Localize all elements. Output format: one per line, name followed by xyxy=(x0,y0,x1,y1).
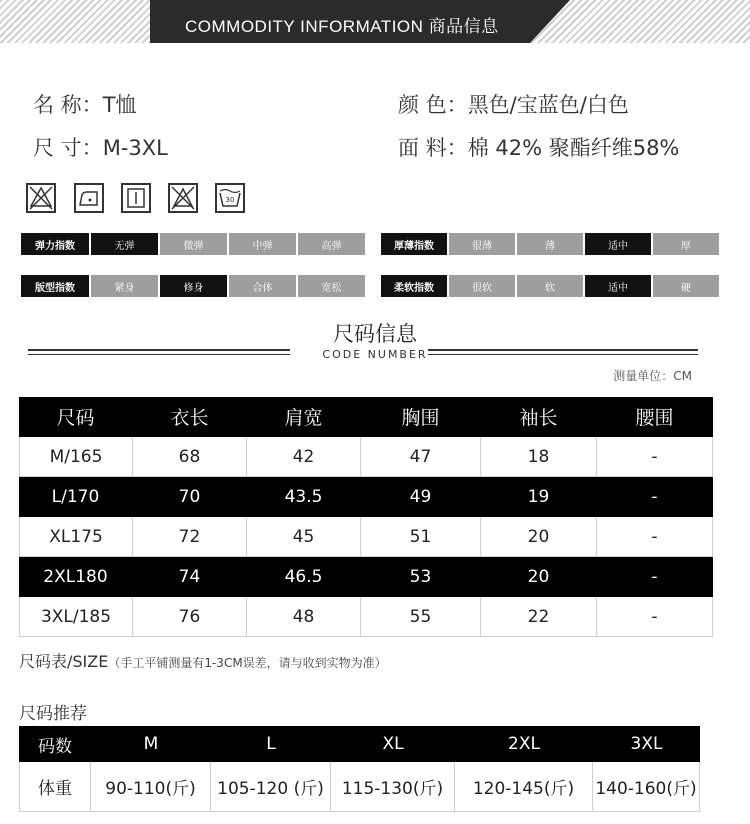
table-cell: 140-160(斤) xyxy=(593,762,700,812)
column-header: 衣长 xyxy=(133,397,247,437)
index-option: 高弹 xyxy=(298,233,365,255)
table-cell: 20 xyxy=(481,517,597,557)
index-option: 合体 xyxy=(229,275,296,297)
index-option: 紧身 xyxy=(91,275,158,297)
table-cell: 20 xyxy=(481,557,597,597)
table-cell: 120-145(斤) xyxy=(455,762,593,812)
index-title: 弹力指数 xyxy=(21,233,89,255)
table-cell: 2XL180 xyxy=(19,557,133,597)
size-note-detail: （手工平铺测量有1-3CM误差，请与收到实物为准） xyxy=(108,656,387,670)
column-header: 袖长 xyxy=(481,397,597,437)
table-cell: 45 xyxy=(247,517,361,557)
recommend-header xyxy=(19,726,700,762)
index-option: 中弹 xyxy=(229,233,296,255)
info-fabric xyxy=(398,132,679,162)
low-iron-icon xyxy=(74,183,104,213)
table-cell: 105-120 (斤) xyxy=(211,762,331,812)
table-cell: - xyxy=(597,557,713,597)
table-row xyxy=(19,477,713,517)
index-option: 宽松 xyxy=(298,275,365,297)
table-cell: 76 xyxy=(133,597,247,637)
table-cell: - xyxy=(597,597,713,637)
table-row xyxy=(19,597,713,637)
table-cell: 49 xyxy=(361,477,481,517)
table-cell: 68 xyxy=(133,437,247,477)
table-cell: - xyxy=(597,437,713,477)
measurement-unit: 测量单位：CM xyxy=(613,369,692,383)
column-header: 尺码 xyxy=(19,397,133,437)
index-option: 适中 xyxy=(585,233,651,255)
recommend-title: 尺码推荐 xyxy=(19,704,87,724)
index-option: 很薄 xyxy=(449,233,515,255)
size-section-title: 尺码信息 xyxy=(333,322,417,346)
index-title: 柔软指数 xyxy=(381,275,447,297)
wash-temp-label: 30 xyxy=(225,196,235,204)
index-option: 微弹 xyxy=(160,233,227,255)
size-table xyxy=(19,397,713,637)
title-divider-right xyxy=(428,349,698,355)
table-cell: 46.5 xyxy=(247,557,361,597)
table-cell: 55 xyxy=(361,597,481,637)
table-cell: 19 xyxy=(481,477,597,517)
table-row xyxy=(19,517,713,557)
table-row xyxy=(19,557,713,597)
index-option: 很软 xyxy=(449,275,515,297)
column-header: 3XL xyxy=(630,734,663,754)
wash-30-icon xyxy=(215,183,245,213)
table-cell: 115-130(斤) xyxy=(331,762,455,812)
table-row xyxy=(19,437,713,477)
info-name-value: T恤 xyxy=(102,93,137,117)
index-option: 硬 xyxy=(653,275,719,297)
banner-title: COMMODITY INFORMATION 商品信息 xyxy=(185,17,499,36)
index-bar-thickness xyxy=(381,233,721,255)
no-bleach-icon xyxy=(26,183,56,213)
table-cell: 43.5 xyxy=(247,477,361,517)
info-size-value: M-3XL xyxy=(102,136,168,160)
table-row xyxy=(19,762,700,812)
column-header: L xyxy=(266,734,276,754)
no-tumble-dry-icon xyxy=(168,183,198,213)
recommend-table xyxy=(19,726,700,812)
index-option: 软 xyxy=(517,275,583,297)
column-header: 2XL xyxy=(508,734,540,754)
index-bar-elasticity xyxy=(21,233,367,255)
index-option: 无弹 xyxy=(91,233,158,255)
table-cell: 72 xyxy=(133,517,247,557)
table-cell: XL175 xyxy=(19,517,133,557)
table-cell: 3XL/185 xyxy=(19,597,133,637)
table-cell: 47 xyxy=(361,437,481,477)
info-name xyxy=(33,89,137,119)
info-size xyxy=(33,132,168,162)
info-color-value: 黑色/宝蓝色/白色 xyxy=(467,93,629,117)
table-cell: 48 xyxy=(247,597,361,637)
index-title: 版型指数 xyxy=(21,275,89,297)
index-option: 适中 xyxy=(585,275,651,297)
info-fabric-label: 面 料： xyxy=(398,136,468,160)
column-header: XL xyxy=(382,734,404,754)
table-cell: 74 xyxy=(133,557,247,597)
table-cell: 18 xyxy=(481,437,597,477)
column-header: 胸围 xyxy=(361,397,481,437)
header-banner xyxy=(0,0,750,43)
line-dry-icon xyxy=(121,183,151,213)
column-header: M xyxy=(143,734,159,754)
table-cell: 22 xyxy=(481,597,597,637)
table-cell: 42 xyxy=(247,437,361,477)
table-cell: 51 xyxy=(361,517,481,557)
size-note-main: 尺码表/SIZE xyxy=(19,652,109,671)
table-cell: - xyxy=(597,517,713,557)
index-title: 厚薄指数 xyxy=(381,233,447,255)
info-fabric-value: 棉 42% 聚酯纤维58% xyxy=(467,136,680,160)
table-cell: M/165 xyxy=(19,437,133,477)
table-cell: 体重 xyxy=(19,762,91,812)
column-header: 腰围 xyxy=(597,397,713,437)
index-option: 修身 xyxy=(160,275,227,297)
size-section-subtitle: CODE NUMBER xyxy=(322,348,428,361)
info-name-label: 名 称： xyxy=(33,93,103,117)
column-header: 肩宽 xyxy=(247,397,361,437)
info-color-label: 颜 色： xyxy=(398,93,468,117)
index-bar-fit xyxy=(21,275,367,297)
table-cell: 70 xyxy=(133,477,247,517)
table-cell: 90-110(斤) xyxy=(91,762,211,812)
index-bar-softness xyxy=(381,275,721,297)
index-option: 薄 xyxy=(517,233,583,255)
table-cell: L/170 xyxy=(19,477,133,517)
index-option: 厚 xyxy=(653,233,719,255)
size-note xyxy=(19,649,387,672)
info-size-label: 尺 寸： xyxy=(33,136,103,160)
table-cell: 53 xyxy=(361,557,481,597)
info-color xyxy=(398,89,629,119)
size-table-header xyxy=(19,397,713,437)
column-header: 码数 xyxy=(38,736,72,757)
table-cell: - xyxy=(597,477,713,517)
